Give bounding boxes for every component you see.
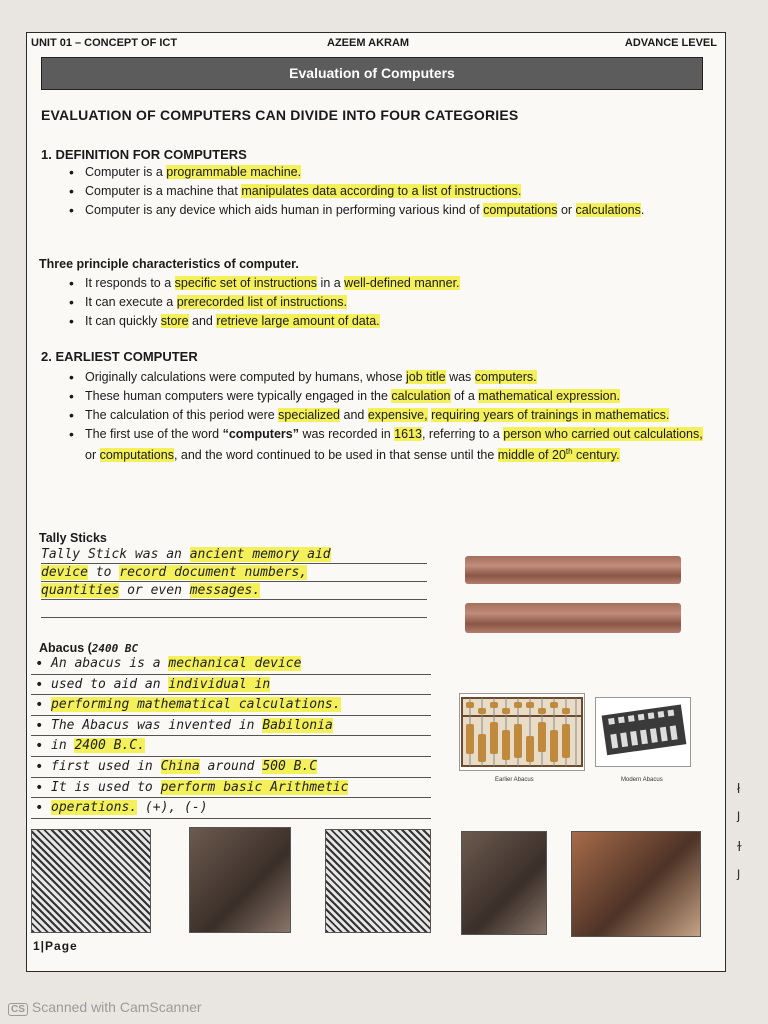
characteristics-heading: Three principle characteristics of computer. [39, 257, 299, 271]
list-item: • The Abacus was invented in Babilonia [31, 717, 431, 737]
characteristics-list [65, 274, 685, 331]
side-mark: ȷ [737, 806, 741, 822]
side-mark: ȷ [737, 864, 741, 880]
section1-heading: 1. DEFINITION FOR COMPUTERS [41, 147, 247, 162]
main-title: EVALUATION OF COMPUTERS CAN DIVIDE INTO FOUR CATEGORIES [41, 107, 519, 123]
list-item: • performing mathematical calculations. [31, 696, 431, 716]
document-page [26, 32, 726, 972]
tally-blank-line [41, 601, 427, 618]
historical-image [31, 829, 151, 933]
earliest-list [65, 368, 705, 465]
historical-image [325, 829, 431, 933]
scanner-text: Scanned with CamScanner [31, 999, 202, 1015]
list-item: • operations. (+), (-) [31, 799, 431, 819]
historical-image [189, 827, 291, 933]
page-banner: Evaluation of Computers [41, 57, 703, 90]
list-item: • Computer is any device which aids human in performing various kind of computations or calculations. [65, 201, 685, 219]
page-number: 1|Page [33, 939, 78, 953]
header-level: ADVANCE LEVEL [624, 37, 717, 49]
tally-line-2: device to record document numbers, [41, 565, 427, 582]
list-item: • It responds to a specific set of instructions in a well-defined manner. [65, 274, 685, 292]
list-item: • Computer is a programmable machine. [65, 163, 685, 181]
list-item: • used to aid an individual in [31, 676, 431, 696]
definition-list [65, 163, 685, 220]
side-mark: ł [737, 780, 741, 796]
list-item: • Computer is a machine that manipulates data according to a list of instructions. [65, 182, 685, 200]
header-author: AZEEM AKRAM [327, 37, 410, 49]
tally-line-1: Tally Stick was an ancient memory aid [41, 547, 427, 564]
header-unit: UNIT 01 – CONCEPT OF ICT [31, 37, 178, 49]
list-item: • The calculation of this period were specialized and expensive, requiring years of trainings in mathematics. [65, 406, 705, 424]
list-item: • These human computers were typically engaged in the calculation of a mathematical expression. [65, 387, 705, 405]
list-item: • It is used to perform basic Arithmetic [31, 779, 431, 799]
camscanner-logo: CS [8, 1003, 28, 1016]
side-mark: ɫ [737, 838, 742, 854]
list-item: • first used in China around 500 B.C [31, 758, 431, 778]
list-item: • in 2400 B.C. [31, 737, 431, 757]
historical-image [461, 831, 547, 935]
tally-stick-image [465, 556, 681, 584]
earlier-abacus-caption: Earlier Abacus [495, 777, 534, 783]
list-item: • It can quickly store and retrieve large amount of data. [65, 312, 685, 330]
tally-line-3: quantities or even messages. [41, 583, 427, 600]
abacus-heading: Abacus (2400 BC [39, 641, 139, 655]
tally-heading: Tally Sticks [39, 531, 107, 545]
list-item: • Originally calculations were computed by humans, whose job title was computers. [65, 368, 705, 386]
modern-abacus-caption: Modern Abacus [621, 777, 663, 783]
tally-stick-image [465, 603, 681, 633]
abacus-hands-image [571, 831, 701, 937]
abacus-notes [31, 655, 431, 820]
scanner-watermark [8, 999, 202, 1016]
list-item: • It can execute a prerecorded list of instructions. [65, 293, 685, 311]
list-item: • The first use of the word “computers” was recorded in 1613, referring to a person who carried out calculations, or computations, and the word continued to be used in that sense until the middle of 20th century. [65, 425, 705, 464]
modern-abacus-image [595, 697, 691, 767]
section2-heading: 2. EARLIEST COMPUTER [41, 349, 198, 364]
earlier-abacus-image [459, 693, 585, 771]
list-item: • An abacus is a mechanical device [31, 655, 431, 675]
